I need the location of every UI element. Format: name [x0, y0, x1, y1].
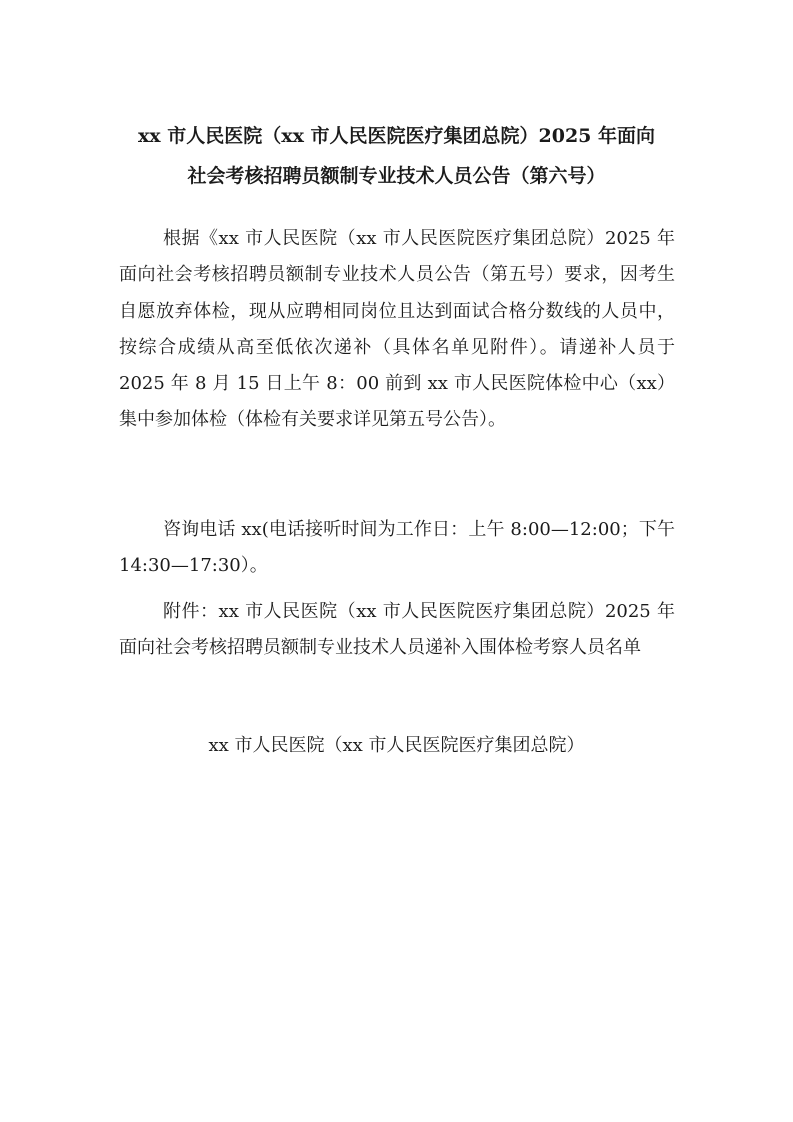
document-title-line-1: xx 市人民医院（xx 市人民医院医疗集团总院）2025 年面向: [137, 125, 656, 147]
body-paragraph-2: 咨询电话 xx(电话接听时间为工作日：上午 8:00—12:00；下午 14:30—17:30）。: [119, 519, 675, 577]
attachment-paragraph: 附件：xx 市人民医院（xx 市人民医院医疗集团总院）2025 年面向社会考核招聘员额制专业技术人员递补入围体检考察人员名单: [119, 601, 675, 659]
body-paragraph-1: 根据《xx 市人民医院（xx 市人民医院医疗集团总院）2025 年面向社会考核招聘员额制专业技术人员公告（第五号）要求，因考生自愿放弃体检，现从应聘相同岗位且达到面试合格分数线的人员中，按综合成绩从高至低依次递补（具体名单见附件）。请递补人员于 2025 年 8 月 15 日上午 8：00 前到 xx 市人民医院体检中心（xx）集中参加体检（体检有关要求详见第五号公告）。: [119, 228, 675, 431]
document-title-line-2: 社会考核招聘员额制专业技术人员公告（第六号）: [187, 165, 606, 187]
issuer-signature: xx 市人民医院（xx 市人民医院医疗集团总院）: [208, 735, 585, 756]
